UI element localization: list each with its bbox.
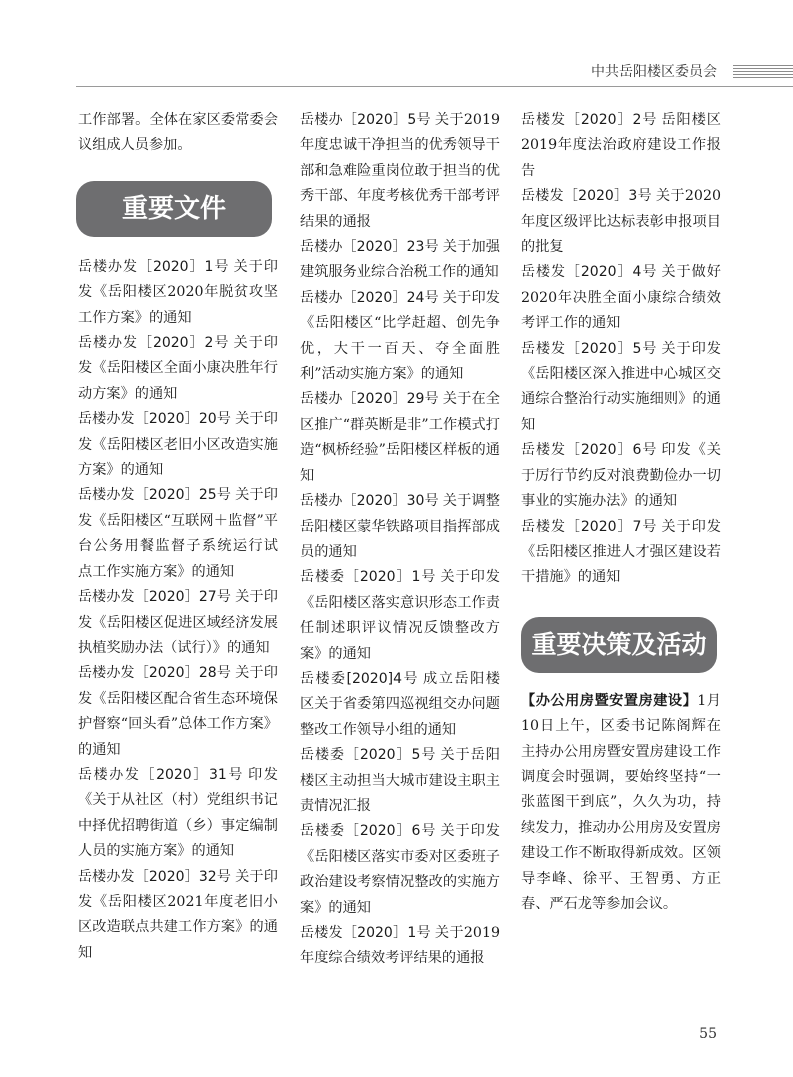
column-3 xyxy=(521,108,721,917)
document-text: 关于2019年度忠诚干净担当的优秀领导干部和急难险重岗位敢于担当的优秀干部、年度考核优秀干部考评结果的通报 xyxy=(300,112,500,230)
document-entry xyxy=(521,515,721,591)
document-code: 岳楼办［2020］24号 xyxy=(300,289,439,306)
document-entry xyxy=(521,438,721,514)
document-code: 岳楼办发［2020］1号 xyxy=(78,258,230,275)
page-header xyxy=(0,62,793,90)
document-entry xyxy=(78,255,278,331)
document-entry xyxy=(78,763,278,865)
intro-text: 工作部署。全体在家区委常委会议组成人员参加。 xyxy=(78,112,278,154)
document-entry xyxy=(300,743,500,819)
document-entry xyxy=(78,865,278,967)
document-entry xyxy=(78,661,278,763)
document-entry xyxy=(300,235,500,286)
document-text: 关于印发《岳阳楼区全面小康决胜年行动方案》的通知 xyxy=(78,335,278,402)
document-text: 关于印发《岳阳楼区落实意识形态工作责任制述职评议情况反馈整改方案》的通知 xyxy=(300,569,500,662)
document-code: 岳楼办发［2020］20号 xyxy=(78,411,232,428)
document-text: 关于印发《岳阳楼区老旧小区改造实施方案》的通知 xyxy=(78,411,278,479)
document-code: 岳楼办发［2020］25号 xyxy=(78,487,232,504)
document-code: 岳楼委［2020］5号 xyxy=(300,747,437,764)
document-code: 岳楼办［2020］23号 xyxy=(300,239,439,256)
header-rule xyxy=(76,86,793,87)
document-text: 关于2020年度区级评比达标表彰申报项目的批复 xyxy=(521,188,721,256)
document-entry xyxy=(521,337,721,439)
page-number: 55 xyxy=(699,1026,717,1042)
document-code: 岳楼发［2020］5号 xyxy=(521,340,658,357)
document-text: 岳阳楼区2019年度法治政府建设工作报告 xyxy=(521,112,721,179)
document-entry xyxy=(300,108,500,235)
document-text: 印发《关于从社区（村）党组织书记中择优招聘街道（乡）事定编制人员的实施方案》的通知 xyxy=(78,766,278,860)
section-label-documents: 重要文件 xyxy=(76,181,272,237)
document-text: 关于印发《岳阳楼区“比学赶超、创先争优，大干一百天、夺全面胜利”活动实施方案》的通知 xyxy=(300,289,500,383)
event-entry xyxy=(521,689,721,918)
document-entry xyxy=(521,108,721,184)
document-code: 岳楼发［2020］7号 xyxy=(521,518,658,535)
document-text: 关于加强建筑服务业综合治税工作的通知 xyxy=(300,239,500,281)
document-entry xyxy=(78,331,278,407)
document-code: 岳楼办发［2020］2号 xyxy=(78,335,230,352)
document-code: 岳楼委[2020]4号 xyxy=(300,670,420,687)
document-code: 岳楼委［2020］1号 xyxy=(300,569,437,586)
document-code: 岳楼发［2020］3号 xyxy=(521,188,652,205)
document-entry xyxy=(300,819,500,921)
document-code: 岳楼办发［2020］27号 xyxy=(78,589,232,606)
document-code: 岳楼办［2020］30号 xyxy=(300,493,439,510)
document-text: 关于印发《岳阳楼区推进人才强区建设若干措施》的通知 xyxy=(521,518,721,586)
header-title: 中共岳阳楼区委员会 xyxy=(591,64,717,80)
event-title: 【办公用房暨安置房建设】 xyxy=(521,692,698,709)
document-entry xyxy=(78,407,278,483)
document-entry xyxy=(300,489,500,565)
document-entry xyxy=(521,184,721,260)
document-code: 岳楼委［2020］6号 xyxy=(300,823,437,840)
document-entry xyxy=(300,286,500,388)
document-text: 关于印发《岳阳楼区促进区域经济发展执植奖励办法（试行）》的通知 xyxy=(78,589,278,656)
document-text: 关于岳阳楼区主动担当大城市建设主职主责情况汇报 xyxy=(300,747,500,814)
document-text: 印发《关于厉行节约反对浪费勤俭办一切事业的实施办法》的通知 xyxy=(521,442,721,510)
document-code: 岳楼发［2020］1号 xyxy=(300,925,431,941)
document-entry xyxy=(300,565,500,667)
document-text: 成立岳阳楼区关于省委第四巡视组交办问题整改工作领导小组的通知 xyxy=(300,670,500,738)
document-entry xyxy=(78,585,278,661)
document-code: 岳楼办发［2020］31号 xyxy=(78,766,244,783)
document-code: 岳楼办［2020］5号 xyxy=(300,112,431,128)
document-text: 关于2019年度综合绩效考评结果的通报 xyxy=(300,925,500,967)
document-text: 关于印发《岳阳楼区“互联网＋监督”平台公务用餐监督子系统运行试 点工作实施方案》的通知 xyxy=(78,487,278,580)
document-code: 岳楼办发［2020］32号 xyxy=(78,868,232,885)
document-code: 岳楼发［2020］6号 xyxy=(521,442,658,459)
event-text: 1月10日上午，区委书记陈阁辉在主持办公用房暨安置房建设工作调度会时强调，要始终坚持“一张蓝图干到底”，久久为功，持续发力，推动办公用房及安置房建设工作不断取得新成效。区领导李峰、徐平、王智勇、方正春、严石龙等参加会议。 xyxy=(521,692,721,912)
document-code: 岳楼办［2020］29号 xyxy=(300,391,439,408)
document-entry xyxy=(300,387,500,489)
section-label-decisions: 重要决策及活动 xyxy=(521,617,717,673)
document-code: 岳楼发［2020］4号 xyxy=(521,264,658,281)
document-text: 关于印发《岳阳楼区落实市委对区委班子政治建设考察情况整改的实施方案》的通知 xyxy=(300,823,500,916)
document-code: 岳楼发［2020］2号 xyxy=(521,112,658,128)
document-text: 关于印发《岳阳楼区深入推进中心城区交通综合整治行动实施细则》的通知 xyxy=(521,340,721,433)
document-entry xyxy=(300,921,500,972)
document-entry xyxy=(521,260,721,336)
document-text: 关于印发《岳阳楼区配合省生态环境保护督察“回头看”总体工作方案》的通知 xyxy=(78,665,278,758)
document-entry xyxy=(78,483,278,585)
document-code: 岳楼办发［2020］28号 xyxy=(78,665,232,682)
document-text: 关于调整岳阳楼区蒙华铁路项目指挥部成员的通知 xyxy=(300,493,500,560)
document-entry xyxy=(300,667,500,743)
column-1 xyxy=(78,108,278,966)
document-text: 关于印发《岳阳楼区2021年度老旧小区改造联点共建工作方案》的通知 xyxy=(78,868,278,961)
column-2 xyxy=(300,108,500,972)
document-text: 关于做好2020年决胜全面小康综合绩效考评工作的通知 xyxy=(521,264,721,332)
header-decoration xyxy=(733,65,793,79)
document-text: 关于印发《岳阳楼区2020年脱贫攻坚工作方案》的通知 xyxy=(78,258,278,326)
document-text: 关于在全区推广“群英断是非”工作模式打造“枫桥经验”岳阳楼区样板的通知 xyxy=(300,391,500,484)
